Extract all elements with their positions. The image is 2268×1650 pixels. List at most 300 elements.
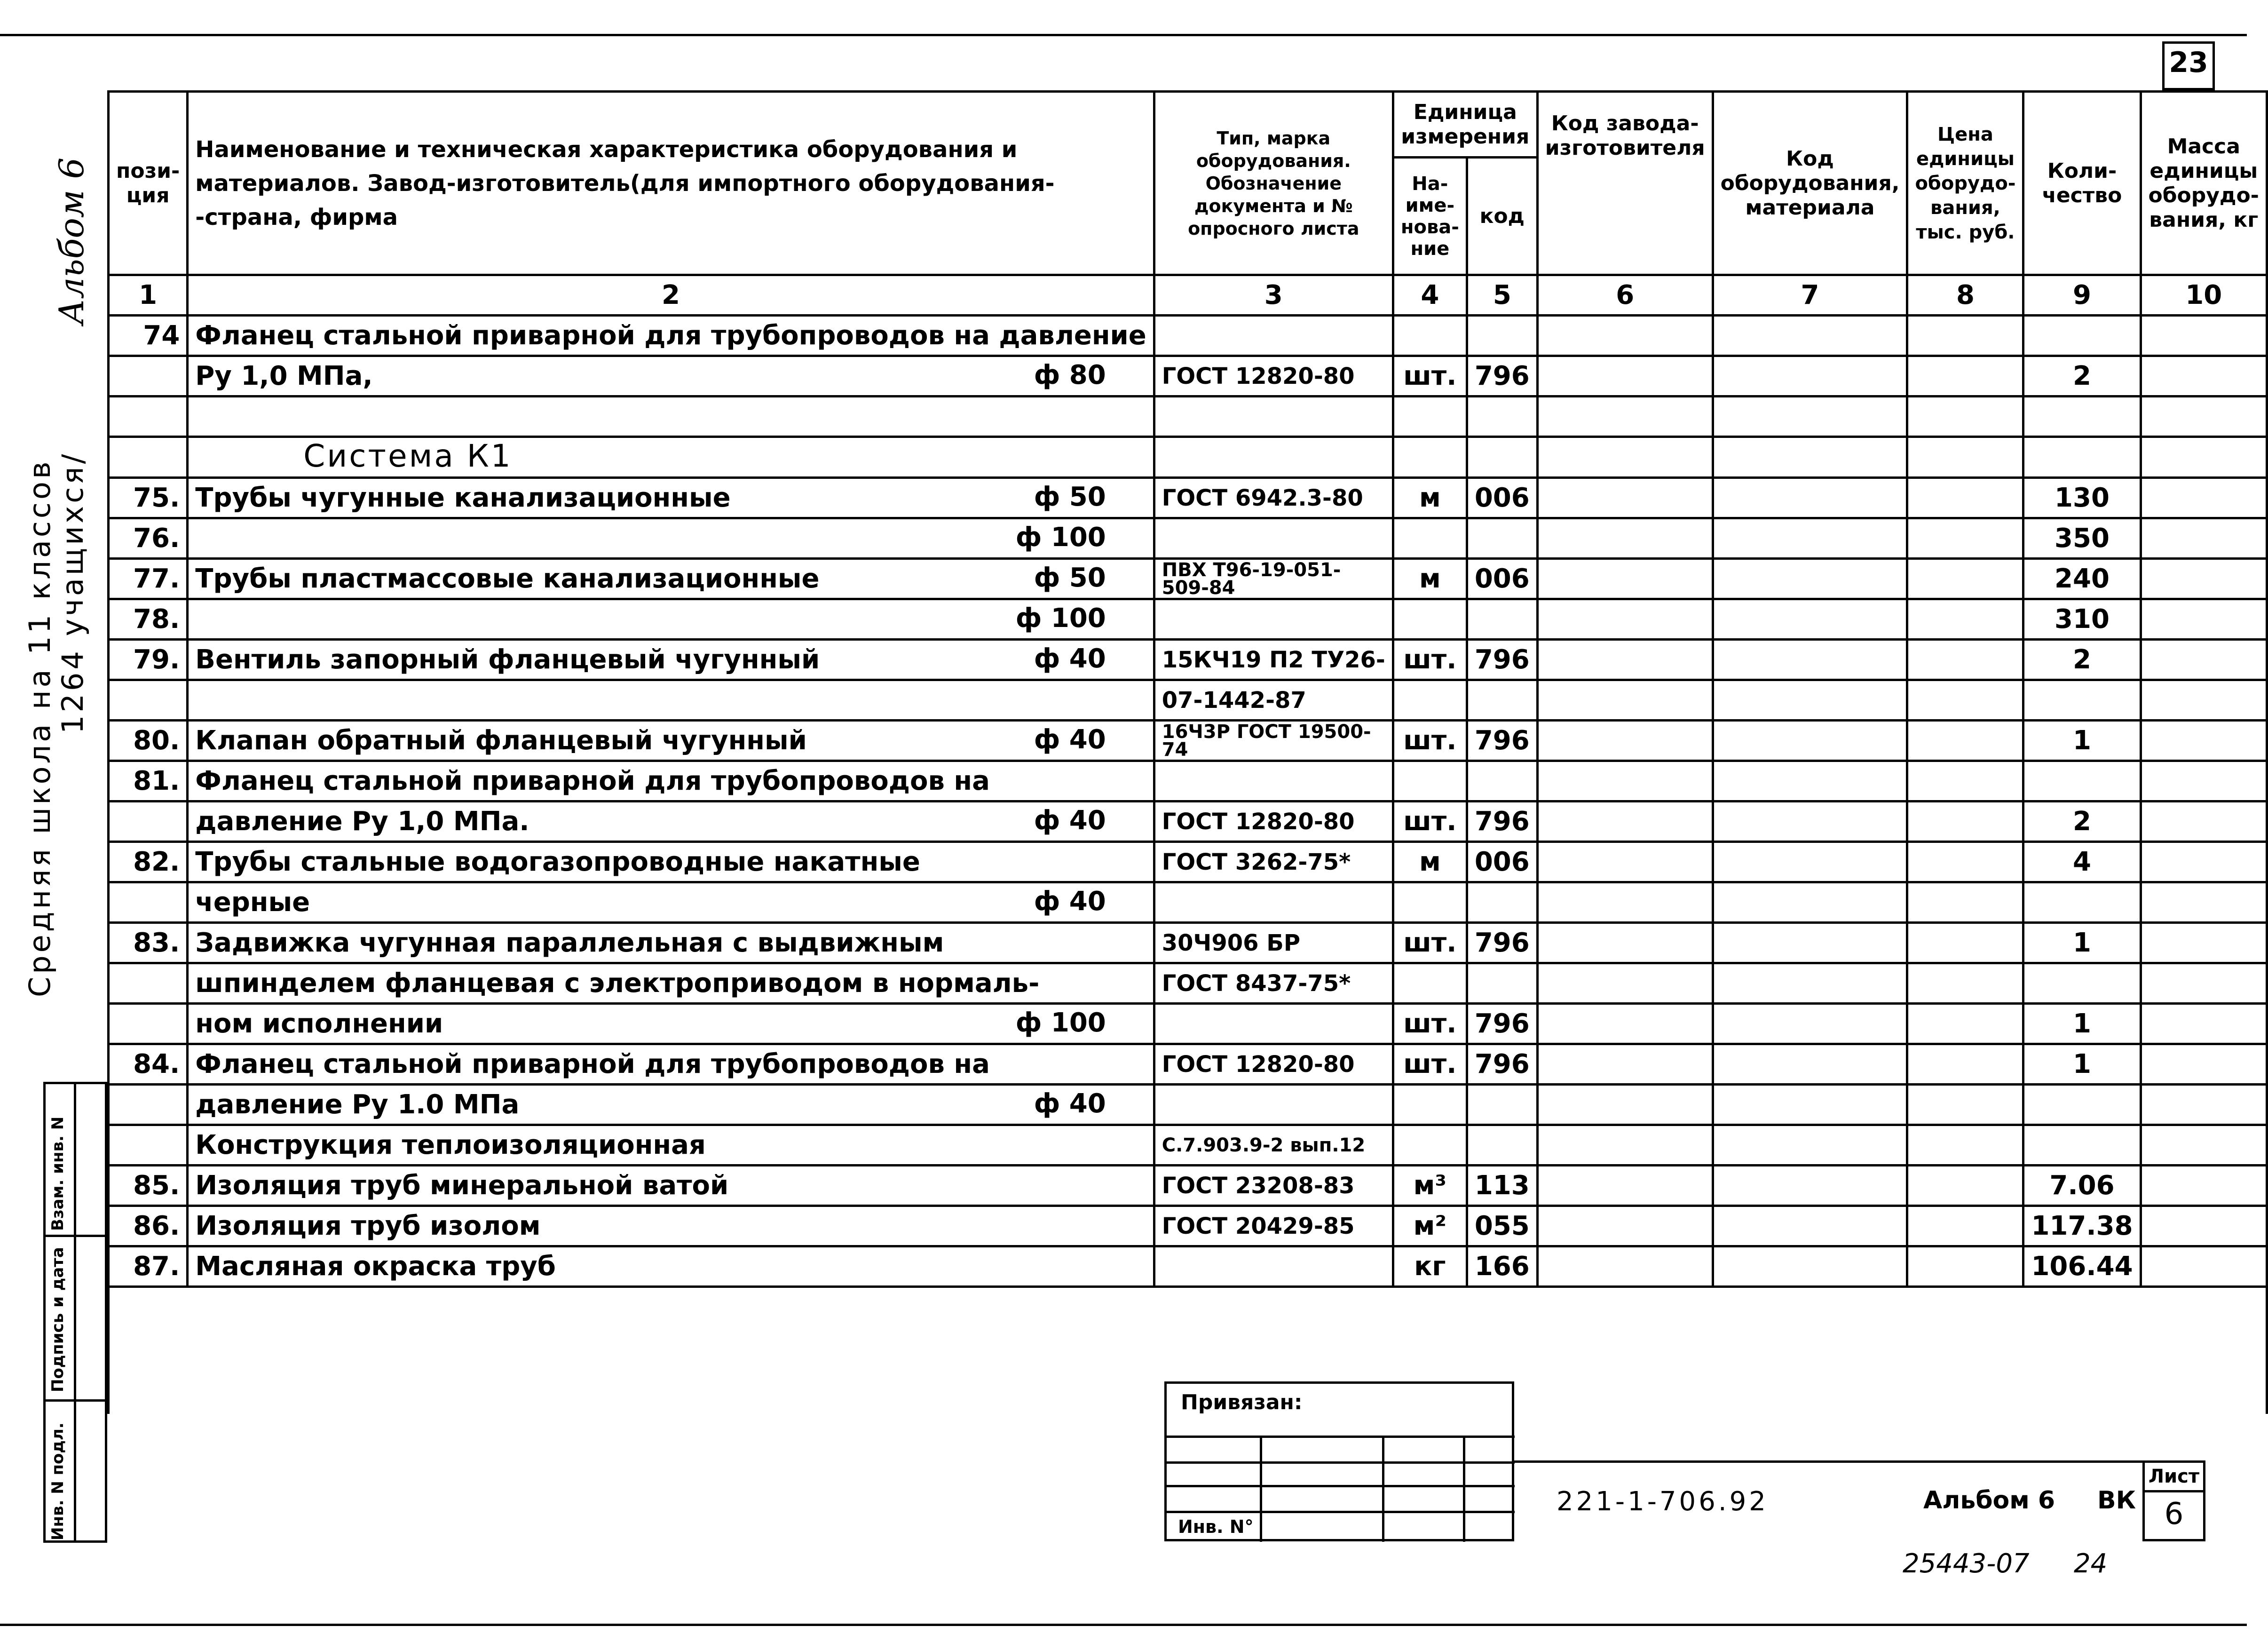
cell-quantity: 7.06 [2023,1166,2141,1206]
cell-unit [1393,963,1467,1004]
header-unit-code: код [1467,158,1537,275]
strip-label-signature: Подпись и дата [48,1247,67,1392]
cell-type [1154,397,1393,437]
item-name: Трубы пластмассовые канализационные [195,563,820,594]
cell-unit [1393,316,1467,356]
cell-mass [2141,356,2267,397]
cell-position [109,397,188,437]
cell-equip-code [1713,316,1907,356]
header-quantity: Коли-чество [2023,92,2141,275]
cell-equip-code [1713,923,1907,963]
cell-name [188,923,1154,963]
cell-equip-code [1713,640,1907,680]
cell-position: 76. [109,518,188,559]
cell-equip-code [1713,437,1907,478]
cell-quantity: 117.38 [2023,1206,2141,1246]
cell-type: 30Ч906 БР [1154,923,1393,963]
item-diameter: ф 100 [1015,522,1106,553]
cell-mass [2141,559,2267,599]
cell-mass [2141,923,2267,963]
header-type: Тип, марка оборудования. Обозначение документа и № опросного листа [1154,92,1393,275]
cell-equip-code [1713,518,1907,559]
table-row [109,1044,2267,1085]
table-row [109,923,2267,963]
cell-equip-code [1713,1004,1907,1044]
side-title-line2: 1264 учащихся/ [55,451,90,734]
cell-quantity: 1 [2023,1044,2141,1085]
cell-mass [2141,761,2267,801]
cell-unit-code [1467,316,1537,356]
cell-quantity [2023,680,2141,721]
cell-unit-code: 113 [1467,1166,1537,1206]
cell-price [1907,478,2023,518]
table-row [109,761,2267,801]
item-diameter: ф 50 [1034,482,1106,512]
header-maker-code: Код завода-изготовителя [1537,92,1713,275]
cell-equip-code [1713,1166,1907,1206]
cell-unit-code [1467,518,1537,559]
cell-mass [2141,801,2267,842]
cell-quantity: 350 [2023,518,2141,559]
col-number: 4 [1393,275,1467,316]
table-row [109,518,2267,559]
cell-equip-code [1713,1206,1907,1246]
cell-unit-code: 796 [1467,801,1537,842]
cell-name [188,1166,1154,1206]
specification-table [107,90,2268,1414]
cell-unit: м [1393,559,1467,599]
item-name: Фланец стальной приварной для трубопроводов на [195,1048,990,1079]
col-number: 6 [1537,275,1713,316]
cell-type [1154,1246,1393,1287]
cell-equip-code [1713,397,1907,437]
cell-position: 74 [109,316,188,356]
cell-maker-code [1537,599,1713,640]
cell-quantity [2023,316,2141,356]
column-number-row [109,275,2267,316]
table-row [109,478,2267,518]
cell-mass [2141,1125,2267,1166]
cell-name [188,559,1154,599]
item-diameter: ф 40 [1034,724,1106,755]
cell-unit-code [1467,397,1537,437]
cell-unit-code: 796 [1467,1004,1537,1044]
cell-quantity [2023,963,2141,1004]
cell-type [1154,437,1393,478]
item-name: Ру 1,0 МПа, [195,360,373,391]
cell-position: 79. [109,640,188,680]
cell-maker-code [1537,518,1713,559]
item-name: шпинделем фланцевая с электроприводом в нормаль- [195,968,1040,999]
table-row [109,1206,2267,1246]
cell-position [109,963,188,1004]
item-diameter: ф 50 [1034,563,1106,593]
cell-name [188,1206,1154,1246]
cell-mass [2141,478,2267,518]
table-row [109,640,2267,680]
cell-unit-code [1467,1085,1537,1125]
cell-maker-code [1537,640,1713,680]
cell-unit-code [1467,1125,1537,1166]
cell-maker-code [1537,842,1713,882]
binder-label: Альбом 6 [52,157,91,325]
cell-unit [1393,761,1467,801]
table-row [109,599,2267,640]
cell-name [188,801,1154,842]
cell-price [1907,437,2023,478]
inv-number-label: Инв. N° [1178,1516,1254,1537]
item-diameter: ф 40 [1034,1088,1106,1119]
cell-unit: шт. [1393,801,1467,842]
cell-unit: шт. [1393,1004,1467,1044]
cell-name [188,1004,1154,1044]
item-diameter: ф 40 [1034,643,1106,674]
cell-quantity: 310 [2023,599,2141,640]
sheet-number-box [2142,1460,2205,1541]
cell-unit: шт. [1393,356,1467,397]
item-name: Трубы стальные водогазопроводные накатные [195,846,920,877]
cell-maker-code [1537,1206,1713,1246]
cell-position: 78. [109,599,188,640]
cell-name [188,437,1154,478]
album-label: Альбом 6 [1923,1486,2055,1515]
cell-type: ГОСТ 12820-80 [1154,1044,1393,1085]
item-name: Масляная окраска труб [195,1251,556,1282]
cell-quantity: 106.44 [2023,1246,2141,1287]
cell-quantity: 130 [2023,478,2141,518]
cell-equip-code [1713,1085,1907,1125]
cell-price [1907,1125,2023,1166]
cell-maker-code [1537,1166,1713,1206]
cell-price [1907,356,2023,397]
cell-position: 77. [109,559,188,599]
cell-quantity [2023,437,2141,478]
cell-type [1154,518,1393,559]
cell-quantity: 2 [2023,356,2141,397]
cell-type: 15КЧ19 П2 ТУ26- [1154,640,1393,680]
cell-unit-code: 055 [1467,1206,1537,1246]
cell-unit: кг [1393,1246,1467,1287]
cell-name [188,397,1154,437]
header-unit-name: На-име-нова-ние [1393,158,1467,275]
table-row [109,680,2267,721]
archive-number: 25443-07 [1903,1548,2030,1579]
cell-type: ГОСТ 20429-85 [1154,1206,1393,1246]
cell-equip-code [1713,1044,1907,1085]
cell-unit-code: 006 [1467,559,1537,599]
cell-maker-code [1537,1085,1713,1125]
cell-unit-code: 006 [1467,478,1537,518]
cell-equip-code [1713,680,1907,721]
cell-name [188,882,1154,923]
cell-type: ПВХ Т96-19-051-509-84 [1154,559,1393,599]
cell-mass [2141,842,2267,882]
cell-unit-code [1467,599,1537,640]
table-body [109,316,2267,1287]
item-name: ном исполнении [195,1008,443,1039]
cell-maker-code [1537,437,1713,478]
cell-unit [1393,397,1467,437]
cell-unit-code: 796 [1467,721,1537,761]
cell-unit [1393,437,1467,478]
cell-type [1154,1085,1393,1125]
item-name: Изоляция труб изолом [195,1210,541,1241]
cell-unit: м² [1393,1206,1467,1246]
item-name: Клапан обратный фланцевый чугунный [195,725,807,756]
cell-name [188,356,1154,397]
col-number: 5 [1467,275,1537,316]
cell-unit-code [1467,882,1537,923]
cell-unit-code: 796 [1467,640,1537,680]
cell-maker-code [1537,1044,1713,1085]
table-row [109,437,2267,478]
item-diameter: ф 40 [1034,886,1106,917]
cell-quantity: 2 [2023,801,2141,842]
cell-maker-code [1537,963,1713,1004]
binding-stamp [1164,1381,1514,1541]
cell-mass [2141,518,2267,559]
item-name: Вентиль запорный фланцевый чугунный [195,644,820,675]
cell-name [188,1125,1154,1166]
cell-unit-code: 796 [1467,923,1537,963]
cell-equip-code [1713,478,1907,518]
cell-unit [1393,882,1467,923]
table-row [109,721,2267,761]
cell-position [109,1085,188,1125]
item-name: Изоляция труб минеральной ватой [195,1170,729,1201]
cell-position: 82. [109,842,188,882]
cell-price [1907,680,2023,721]
table-row [109,882,2267,923]
cell-mass [2141,1246,2267,1287]
cell-price [1907,640,2023,680]
cell-maker-code [1537,397,1713,437]
cell-mass [2141,316,2267,356]
header-unit-group: Единица измерения [1393,92,1537,158]
side-title-line1: Средняя школа на 11 классов [23,459,57,997]
cell-unit-code [1467,437,1537,478]
cell-unit-code: 166 [1467,1246,1537,1287]
cell-unit [1393,599,1467,640]
cell-maker-code [1537,356,1713,397]
table-row [109,559,2267,599]
cell-mass [2141,1085,2267,1125]
header-position: пози-ция [109,92,188,275]
cell-unit: шт. [1393,923,1467,963]
cell-type [1154,1004,1393,1044]
bottom-border-line [0,1624,2247,1626]
item-name: черные [195,887,310,918]
cell-mass [2141,963,2267,1004]
cell-unit-code [1467,680,1537,721]
cell-unit-code: 006 [1467,842,1537,882]
cell-name [188,599,1154,640]
cell-equip-code [1713,963,1907,1004]
cell-maker-code [1537,680,1713,721]
col-number: 7 [1713,275,1907,316]
cell-position: 86. [109,1206,188,1246]
table-row [109,356,2267,397]
cell-unit-code [1467,963,1537,1004]
cell-position [109,437,188,478]
cell-equip-code [1713,1125,1907,1166]
cell-maker-code [1537,882,1713,923]
cell-mass [2141,1004,2267,1044]
cell-unit-code: 796 [1467,356,1537,397]
cell-quantity [2023,882,2141,923]
cell-quantity: 4 [2023,842,2141,882]
cell-price [1907,882,2023,923]
cell-position [109,356,188,397]
cell-name [188,842,1154,882]
cell-name [188,478,1154,518]
item-diameter: ф 40 [1034,805,1106,836]
cell-price [1907,1044,2023,1085]
cell-quantity [2023,1085,2141,1125]
cell-maker-code [1537,316,1713,356]
sheet-corner-number: 23 [2169,46,2208,79]
cell-name [188,1085,1154,1125]
cell-name [188,1044,1154,1085]
cell-maker-code [1537,559,1713,599]
cell-position [109,680,188,721]
cell-quantity [2023,1125,2141,1166]
strip-label-replace-inv: Взам. инв. N [48,1116,67,1231]
cell-name [188,963,1154,1004]
cell-name [188,1246,1154,1287]
cell-price [1907,801,2023,842]
cell-position [109,1004,188,1044]
cell-mass [2141,640,2267,680]
col-number: 10 [2141,275,2267,316]
cell-maker-code [1537,923,1713,963]
cell-type: ГОСТ 3262-75* [1154,842,1393,882]
cell-maker-code [1537,721,1713,761]
cell-position [109,882,188,923]
item-name: Фланец стальной приварной для трубопроводов на давление [195,320,1146,351]
cell-price [1907,518,2023,559]
col-number: 3 [1154,275,1393,316]
binding-stamp-label: Привязан: [1181,1390,1303,1414]
top-border-line [0,34,2247,36]
cell-maker-code [1537,1246,1713,1287]
col-number: 8 [1907,275,2023,316]
cell-mass [2141,1044,2267,1085]
item-diameter: ф 100 [1015,603,1106,634]
cell-position: 87. [109,1246,188,1287]
cell-unit: шт. [1393,1044,1467,1085]
cell-mass [2141,1166,2267,1206]
cell-position [109,1125,188,1166]
cell-price [1907,1085,2023,1125]
cell-equip-code [1713,842,1907,882]
cell-unit-code: 796 [1467,1044,1537,1085]
cell-unit: м [1393,842,1467,882]
header-price: Цена единицы оборудо-вания, тыс. руб. [1907,92,2023,275]
cell-maker-code [1537,761,1713,801]
cell-type [1154,599,1393,640]
cell-mass [2141,437,2267,478]
cell-type: ГОСТ 12820-80 [1154,356,1393,397]
cell-type: ГОСТ 12820-80 [1154,801,1393,842]
cell-name [188,518,1154,559]
cell-type [1154,316,1393,356]
cell-price [1907,842,2023,882]
cell-position: 85. [109,1166,188,1206]
left-approval-strip [43,1082,107,1543]
cell-equip-code [1713,599,1907,640]
table-row [109,1125,2267,1166]
cell-price [1907,721,2023,761]
cell-maker-code [1537,1125,1713,1166]
col-number: 1 [109,275,188,316]
cell-equip-code [1713,801,1907,842]
sheet-label: Лист [2148,1466,2200,1487]
cell-quantity: 1 [2023,1004,2141,1044]
cell-quantity: 1 [2023,923,2141,963]
cell-price [1907,1206,2023,1246]
cell-position [109,801,188,842]
header-equip-code: Код оборудования, материала [1713,92,1907,275]
cell-mass [2141,680,2267,721]
table-row [109,1004,2267,1044]
cell-unit: шт. [1393,721,1467,761]
table-row [109,963,2267,1004]
header-mass: Масса единицы оборудо-вания, кг [2141,92,2267,275]
cell-equip-code [1713,761,1907,801]
cell-name [188,316,1154,356]
cell-type: ГОСТ 23208-83 [1154,1166,1393,1206]
item-name: давление Ру 1,0 МПа. [195,806,529,837]
cell-price [1907,599,2023,640]
cell-quantity: 240 [2023,559,2141,599]
cell-price [1907,559,2023,599]
cell-equip-code [1713,559,1907,599]
item-name: Конструкция теплоизоляционная [195,1129,706,1160]
strip-label-inv-orig: Инв. N подл. [48,1422,67,1540]
table-row [109,1166,2267,1206]
cell-equip-code [1713,882,1907,923]
cell-position: 81. [109,761,188,801]
cell-quantity: 1 [2023,721,2141,761]
table-row [109,842,2267,882]
cell-type: ГОСТ 6942.3-80 [1154,478,1393,518]
cell-position: 84. [109,1044,188,1085]
cell-name [188,761,1154,801]
cell-unit: м³ [1393,1166,1467,1206]
cell-type: С.7.903.9-2 вып.12 [1154,1125,1393,1166]
table-row [109,1085,2267,1125]
cell-equip-code [1713,721,1907,761]
cell-mass [2141,397,2267,437]
cell-maker-code [1537,801,1713,842]
cell-quantity [2023,397,2141,437]
cell-mass [2141,599,2267,640]
item-diameter: ф 100 [1015,1007,1106,1038]
item-name: Задвижка чугунная параллельная с выдвижным [195,927,944,958]
cell-unit [1393,1085,1467,1125]
cell-name [188,680,1154,721]
table-row [109,397,2267,437]
cell-unit [1393,1125,1467,1166]
item-name: Фланец стальной приварной для трубопроводов на [195,765,990,796]
cell-mass [2141,882,2267,923]
cell-unit-code [1467,761,1537,801]
mark-label: ВК [2097,1486,2136,1515]
cell-price [1907,761,2023,801]
cell-position: 83. [109,923,188,963]
cell-price [1907,1166,2023,1206]
